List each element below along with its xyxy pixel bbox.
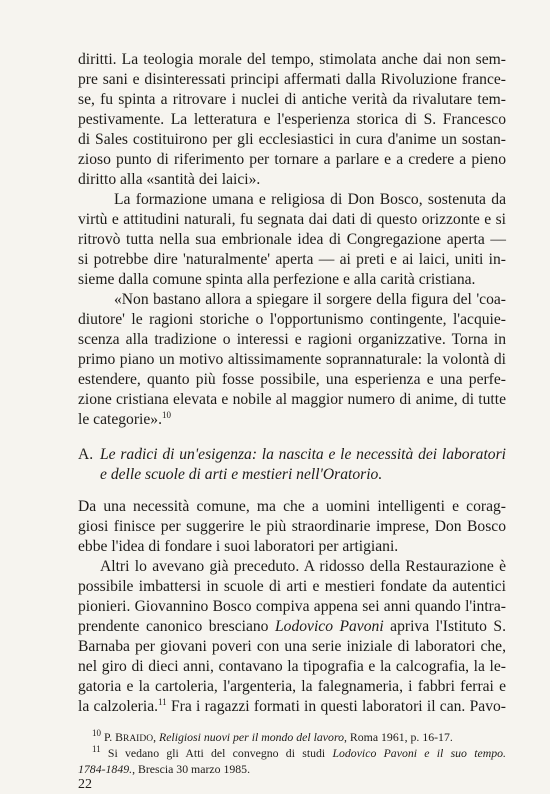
text-line: ebbe l'idea di fondare i suoi laboratori per artigiani.	[78, 538, 399, 555]
text-line: virtù e attitudini naturali, fu segnata dai dati di questo orizzonte e si	[78, 211, 506, 228]
text-span-italic: Lodovico Pavoni	[274, 618, 384, 635]
section-heading: Le radici di un'esigenza: la nascita e le necessità dei laboratori	[100, 446, 506, 463]
text-line: di Sales costituirono per gli ecclesiastici in cura d'anime un sostan-	[78, 131, 506, 148]
text-line	[78, 617, 506, 637]
text-span: Si vedano gli Atti del convegno di studi	[100, 746, 333, 760]
text-line: Barnaba per giovani poveri con una serie iniziale di laboratori che,	[78, 638, 506, 655]
text-line: La formazione umana e religiosa di Don Bosco, sostenuta da	[114, 191, 506, 208]
text-span: P. B	[101, 730, 123, 744]
text-span: ,	[153, 730, 159, 744]
text-line: diritti. La teologia morale del tempo, stimolata anche dai non sem-	[78, 51, 506, 68]
text-line: Da una necessità comune, ma che a uomini intelligenti e corag-	[78, 498, 506, 515]
section-heading: e delle scuole di arti e mestieri nell'Oratorio.	[100, 466, 383, 483]
text-line: estendere, quanto più fosse possibile, una esperienza e una perfe-	[78, 371, 506, 388]
text-span: Fra i ragazzi formati in questi laboratori il can. Pavo-	[166, 698, 506, 715]
text-line: pre sani e disinteressati principi affermati dalla Rivoluzione france-	[78, 71, 506, 88]
text-line: giosi finisce per suggerire le più straordinarie imprese, Don Bosco	[78, 518, 506, 535]
text-line: Altri lo avevano già preceduto. A ridosso della Restaurazione è	[100, 558, 506, 575]
footnote	[92, 730, 453, 747]
text-line: primo piano un motivo altissimamente soprannaturale: la volontà di	[78, 351, 506, 368]
footnote-number: 11	[92, 744, 101, 755]
text-line: diritto alla «santità dei laici».	[78, 171, 261, 188]
footnote-continuation	[78, 762, 250, 777]
text-line	[78, 697, 506, 717]
text-line: scenza alla tradizione o interessi e ragioni organizzative. Torna in	[78, 331, 506, 348]
text-span-smallcaps: RAIDO	[122, 734, 154, 744]
text-span-italic: 1784-1849.	[78, 762, 133, 776]
footnote-ref: 10	[161, 409, 171, 420]
text-span: apriva l'Istituto S.	[383, 618, 506, 635]
text-span: , Brescia 30 marzo 1985.	[132, 762, 251, 776]
text-line: nel giro di dieci anni, contavano la tipografia e la calcografia, la le-	[78, 658, 506, 675]
text-line: pestivamente. La letteratura e l'esperienza storica di S. Francesco	[78, 111, 506, 128]
footnote	[92, 746, 506, 761]
text-span-italic: Lodovico Pavoni e il suo tempo.	[332, 746, 506, 760]
text-span: , Roma 1961, p. 16-17.	[344, 730, 453, 744]
text-line: sieme dalla comune spinta alla perfezione e alla carità cristiana.	[78, 271, 476, 288]
text-line: zioso punto di riferimento per tornare a parlare e a credere a pieno	[78, 151, 506, 168]
text-span-italic: Religiosi nuovi per il mondo del lavoro	[158, 730, 344, 744]
text-span: la calzoleria.	[78, 698, 159, 715]
text-line: pionieri. Giovannino Bosco compiva appena sei anni quando l'intra-	[78, 598, 506, 615]
text-span: prendente canonico bresciano	[78, 618, 275, 635]
footnote-number: 10	[92, 728, 101, 739]
text-line: possibile imbattersi in scuole di arti e mestieri fondate da autentici	[78, 578, 506, 595]
text-span: le categorie».	[78, 411, 162, 428]
text-line: «Non bastano allora a spiegare il sorgere della figura del 'coa-	[114, 291, 506, 308]
section-letter: A.	[78, 446, 94, 463]
text-line: ritrovò tutta nella sua embrionale idea di Congregazione aperta —	[78, 231, 506, 248]
text-line: si potrebbe dire 'naturalmente' aperta — ai preti e ai laici, uniti in-	[78, 251, 506, 268]
page-number: 22	[78, 777, 92, 792]
text-line	[78, 410, 171, 430]
text-line: se, fu spinta a ritrovare i nuclei di antiche verità da rivalutare tem-	[78, 91, 506, 108]
text-line: diutore' le ragioni storiche o l'opportunismo contingente, l'acquie-	[78, 311, 506, 328]
text-line: gatoria e la cartoleria, l'argenteria, la falegnameria, i fabbri ferrai e	[78, 678, 506, 695]
text-line: zione cristiana elevata e nobile al maggior numero di anime, di tutte	[78, 391, 506, 408]
footnote-ref: 11	[158, 696, 167, 707]
